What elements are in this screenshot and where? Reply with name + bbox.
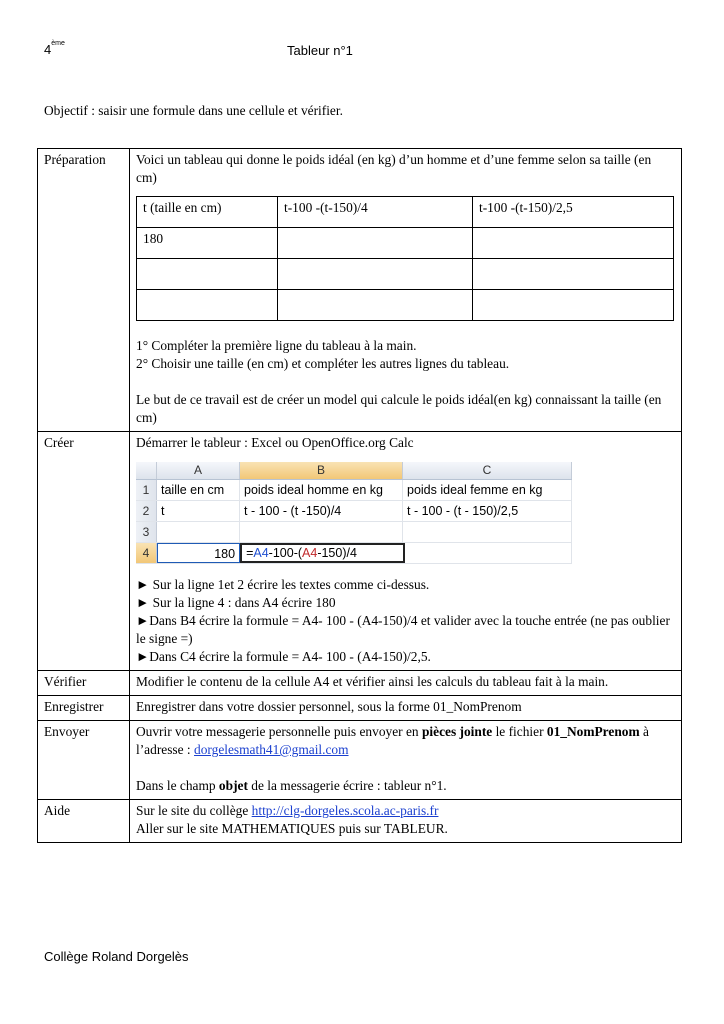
spreadsheet-cell: poids ideal femme en kg bbox=[403, 480, 572, 500]
spreadsheet-cell bbox=[405, 543, 572, 563]
spreadsheet-cell: poids ideal homme en kg bbox=[240, 480, 403, 500]
envoyer-instructions: Ouvrir votre messagerie personnelle puis envoyer en pièces jointe le fichier 01_NomPrenom à l’adresse : dorgelesmath41@gmail.com bbox=[136, 724, 649, 757]
label-creer: Créer bbox=[38, 432, 130, 671]
spreadsheet-screenshot bbox=[136, 462, 572, 564]
row-number: 1 bbox=[136, 480, 157, 500]
email-link[interactable]: dorgelesmath41@gmail.com bbox=[194, 742, 349, 757]
weight-table-cell bbox=[473, 228, 674, 259]
goal-text: Le but de ce travail est de créer un model qui calcule le poids idéal(en kg) connaissant la taille (en cm) bbox=[136, 392, 662, 425]
weight-table-head-taille: t (taille en cm) bbox=[137, 197, 278, 228]
weight-table-cell bbox=[278, 290, 473, 321]
footer-school-name: Collège Roland Dorgelès bbox=[44, 949, 189, 964]
text-enregistrer: Enregistrer dans votre dossier personnel, sous la forme 01_NomPrenom bbox=[130, 696, 682, 721]
text-verifier: Modifier le contenu de la cellule A4 et vérifier ainsi les calculs du tableau fait à la main. bbox=[130, 671, 682, 696]
spreadsheet-cell: t - 100 - (t - 150)/2,5 bbox=[403, 501, 572, 521]
instruction-3: ►Dans B4 écrire la formule = A4- 100 - (A4-150)/4 et valider avec la touche entrée (ne pas oublier le signe =) bbox=[136, 613, 670, 646]
activity-table bbox=[37, 148, 682, 843]
preparation-intro: Voici un tableau qui donne le poids idéal (en kg) d’un homme et d’une femme selon sa taille (en cm) bbox=[136, 152, 652, 185]
spreadsheet-row bbox=[136, 501, 572, 522]
spreadsheet-corner bbox=[136, 462, 157, 479]
row-number: 2 bbox=[136, 501, 157, 521]
creer-intro: Démarrer le tableur : Excel ou OpenOffice.org Calc bbox=[136, 435, 414, 450]
spreadsheet-column-headers bbox=[136, 462, 572, 480]
spreadsheet-cell: t - 100 - (t -150)/4 bbox=[240, 501, 403, 521]
table-row bbox=[137, 290, 674, 321]
aide-instruction: Aller sur le site MATHEMATIQUES puis sur TABLEUR. bbox=[136, 821, 448, 836]
spreadsheet-row bbox=[136, 543, 572, 564]
spreadsheet-cell bbox=[403, 522, 572, 542]
instruction-1: ► Sur la ligne 1et 2 écrire les textes comme ci-dessus. bbox=[136, 577, 430, 592]
weight-table-cell bbox=[473, 259, 674, 290]
label-aide: Aide bbox=[38, 800, 130, 843]
aide-site: Sur le site du collège http://clg-dorgeles.scola.ac-paris.fr bbox=[136, 803, 439, 818]
spreadsheet-row bbox=[136, 522, 572, 543]
instruction-4: ►Dans C4 écrire la formule = A4- 100 - (A4-150)/2,5. bbox=[136, 649, 431, 664]
page-title: Tableur n°1 bbox=[287, 43, 353, 58]
weight-table bbox=[136, 196, 674, 321]
weight-table-head-homme: t-100 -(t-150)/4 bbox=[278, 197, 473, 228]
weight-table-head-femme: t-100 -(t-150)/2,5 bbox=[473, 197, 674, 228]
spreadsheet-cell-a4: 180 bbox=[157, 543, 240, 563]
spreadsheet-cell: t bbox=[157, 501, 240, 521]
column-header-b: B bbox=[240, 462, 403, 479]
row-verifier bbox=[38, 671, 682, 696]
weight-table-cell bbox=[137, 290, 278, 321]
spreadsheet-row bbox=[136, 480, 572, 501]
row-enregistrer bbox=[38, 696, 682, 721]
cell-preparation bbox=[130, 149, 682, 432]
table-row bbox=[137, 228, 674, 259]
row-number: 4 bbox=[136, 543, 157, 563]
column-header-c: C bbox=[403, 462, 572, 479]
label-preparation: Préparation bbox=[38, 149, 130, 432]
step-2: 2° Choisir une taille (en cm) et compléter les autres lignes du tableau. bbox=[136, 356, 510, 371]
label-envoyer: Envoyer bbox=[38, 721, 130, 800]
cell-creer bbox=[130, 432, 682, 671]
instruction-2: ► Sur la ligne 4 : dans A4 écrire 180 bbox=[136, 595, 336, 610]
weight-table-cell: 180 bbox=[137, 228, 278, 259]
column-header-a: A bbox=[157, 462, 240, 479]
objective-text: Objectif : saisir une formule dans une cellule et vérifier. bbox=[44, 103, 343, 118]
weight-table-cell bbox=[137, 259, 278, 290]
label-enregistrer: Enregistrer bbox=[38, 696, 130, 721]
spreadsheet-cell-b4-formula: =A4-100-(A4-150)/4 bbox=[240, 543, 405, 563]
row-creer bbox=[38, 432, 682, 671]
label-verifier: Vérifier bbox=[38, 671, 130, 696]
school-website-link[interactable]: http://clg-dorgeles.scola.ac-paris.fr bbox=[251, 803, 439, 818]
cell-envoyer bbox=[130, 721, 682, 800]
row-number: 3 bbox=[136, 522, 157, 542]
grade-level: 4ème bbox=[44, 40, 65, 57]
row-preparation bbox=[38, 149, 682, 432]
spreadsheet-cell bbox=[157, 522, 240, 542]
weight-table-header bbox=[137, 197, 674, 228]
row-envoyer bbox=[38, 721, 682, 800]
cell-aide bbox=[130, 800, 682, 843]
grade-level-suffix: ème bbox=[51, 40, 65, 47]
weight-table-cell bbox=[278, 228, 473, 259]
table-row bbox=[137, 259, 674, 290]
spreadsheet-cell: taille en cm bbox=[157, 480, 240, 500]
weight-table-cell bbox=[473, 290, 674, 321]
row-aide bbox=[38, 800, 682, 843]
step-1: 1° Compléter la première ligne du tableau à la main. bbox=[136, 338, 417, 353]
spreadsheet-cell bbox=[240, 522, 403, 542]
weight-table-cell bbox=[278, 259, 473, 290]
envoyer-objet: Dans le champ objet de la messagerie écrire : tableur n°1. bbox=[136, 778, 447, 793]
